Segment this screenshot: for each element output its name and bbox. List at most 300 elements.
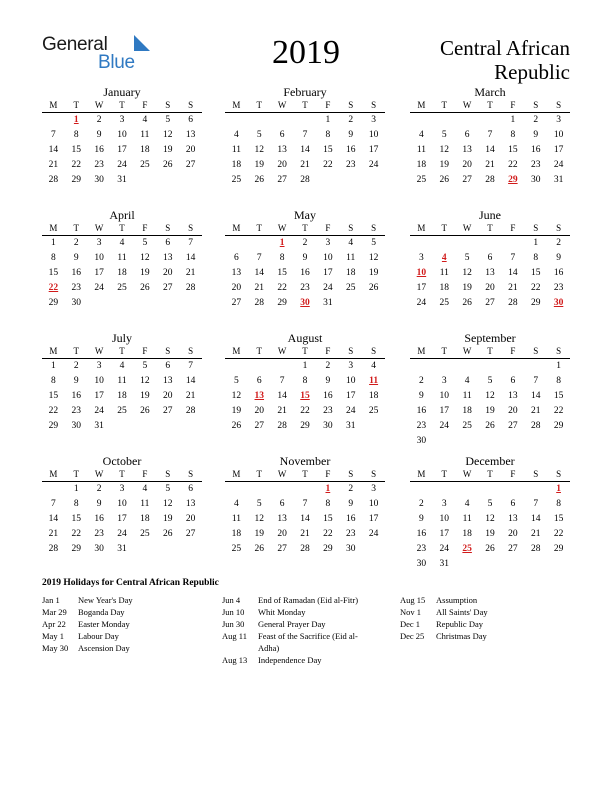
day-cell: 29 — [48, 421, 59, 431]
weekday-header — [225, 345, 385, 359]
day-cell: 7 — [279, 376, 285, 386]
month-march — [410, 85, 570, 188]
day-cell: 25 — [117, 283, 127, 293]
empty-day-cell — [362, 419, 385, 434]
holiday-entry — [222, 654, 372, 666]
day-cell: 25 — [140, 160, 150, 170]
day-cell: 9 — [73, 253, 79, 263]
day-cell: 7 — [188, 238, 193, 248]
weekday-label: W — [94, 100, 104, 110]
day-cell: 23 — [94, 529, 104, 539]
week-row — [225, 296, 385, 311]
weekday-label: F — [510, 346, 516, 356]
holiday-name: All Saints' Day — [436, 607, 488, 617]
holiday-date: May 1 — [42, 631, 64, 641]
day-cell: 14 — [48, 514, 59, 524]
week-row — [225, 359, 385, 374]
month-july — [42, 331, 202, 434]
day-cell: 16 — [94, 514, 104, 524]
empty-day-cell — [410, 236, 433, 251]
day-cell: 31 — [553, 175, 564, 185]
day-cell: 29 — [553, 421, 564, 431]
day-cell: 23 — [416, 421, 427, 431]
empty-day-cell — [456, 557, 479, 572]
day-cell: 27 — [508, 421, 518, 431]
weekday-label: T — [256, 223, 263, 233]
day-cell: 19 — [140, 391, 150, 401]
day-cell: 27 — [185, 529, 196, 539]
week-row — [42, 128, 202, 143]
logo-word-general: General — [42, 34, 108, 55]
empty-day-cell — [433, 113, 456, 128]
day-cell: 11 — [416, 145, 426, 155]
day-cell: 6 — [464, 130, 470, 140]
empty-day-cell — [271, 359, 294, 374]
week-row — [410, 113, 570, 128]
weekday-label: T — [73, 223, 80, 233]
day-cell: 18 — [231, 529, 242, 539]
weekday-label: F — [325, 100, 331, 110]
weekday-label: T — [302, 346, 308, 356]
weekday-label: T — [256, 346, 263, 356]
holiday-name: Whit Monday — [258, 607, 306, 617]
day-cell: 10 — [439, 514, 450, 524]
day-cell: 14 — [530, 391, 541, 401]
holiday-date: Mar 29 — [42, 607, 67, 617]
month-november — [225, 454, 385, 557]
day-cell: 25 — [462, 421, 472, 431]
day-cell: 1 — [73, 484, 79, 494]
day-cell: 27 — [277, 544, 287, 554]
weekday-label: S — [188, 346, 194, 356]
day-cell: 29 — [323, 544, 333, 554]
empty-day-cell — [479, 359, 502, 374]
day-cell: 15 — [530, 268, 541, 278]
day-cell: 6 — [188, 484, 193, 494]
holiday-entry — [42, 618, 212, 630]
day-cell: 27 — [462, 175, 472, 185]
weekday-label: S — [371, 223, 377, 233]
empty-day-cell — [225, 236, 248, 251]
weekday-header — [42, 468, 202, 482]
day-cell: 19 — [485, 406, 495, 416]
day-cell: 24 — [117, 529, 127, 539]
day-cell: 21 — [48, 529, 59, 539]
day-cell: 9 — [556, 253, 561, 263]
weekday-label: M — [49, 100, 58, 110]
day-cell: 28 — [277, 421, 287, 431]
day-cell: 20 — [162, 268, 173, 278]
empty-day-cell — [433, 236, 456, 251]
holiday-name: Independence Day — [258, 655, 322, 665]
country-name-line2: Republic — [494, 60, 570, 84]
day-cell: 30 — [530, 175, 541, 185]
day-cell: 23 — [345, 529, 356, 539]
day-cell: 14 — [485, 145, 495, 155]
week-row — [42, 497, 202, 512]
month-title: October — [102, 454, 142, 468]
empty-day-cell — [456, 482, 479, 497]
day-cell: 29 — [71, 175, 82, 185]
day-cell: 19 — [231, 406, 242, 416]
holiday-name: New Year's Day — [78, 595, 133, 605]
day-cell: 13 — [185, 130, 196, 140]
weekday-label: S — [348, 223, 354, 233]
day-cell: 27 — [185, 160, 196, 170]
holiday-entry — [400, 618, 570, 630]
week-row — [410, 296, 570, 311]
weekday-label: F — [142, 346, 148, 356]
weekday-label: F — [142, 469, 148, 479]
day-cell: 10 — [94, 253, 104, 263]
day-cell: 25 — [231, 175, 242, 185]
day-cell: 23 — [71, 283, 82, 293]
empty-day-cell — [501, 482, 524, 497]
holiday-name: Assumption — [436, 595, 478, 605]
holiday-entry — [42, 594, 212, 606]
weekday-label: S — [371, 469, 377, 479]
day-cell: 7 — [533, 376, 539, 386]
day-cell: 13 — [185, 499, 196, 509]
day-cell: 20 — [162, 391, 173, 401]
day-cell: 14 — [300, 514, 310, 524]
day-cell: 8 — [73, 130, 79, 140]
empty-day-cell — [248, 482, 271, 497]
empty-day-cell — [88, 296, 111, 311]
empty-day-cell — [156, 296, 179, 311]
weekday-label: T — [256, 469, 263, 479]
week-row — [42, 281, 202, 296]
day-cell: 31 — [345, 421, 356, 431]
day-cell: 9 — [533, 130, 539, 140]
day-cell: 5 — [371, 238, 376, 248]
day-cell: 8 — [556, 376, 561, 386]
weekday-label: S — [348, 100, 354, 110]
holiday-name: Christmas Day — [436, 631, 487, 641]
day-cell: 1 — [51, 238, 56, 248]
day-cell: 4 — [119, 238, 125, 248]
day-cell: 26 — [162, 160, 173, 170]
day-cell: 21 — [277, 406, 287, 416]
weekday-label: S — [188, 223, 194, 233]
week-row — [42, 113, 202, 128]
day-cell: 15 — [323, 514, 333, 524]
holiday-name: End of Ramadan (Eid al-Fitr) — [258, 595, 359, 605]
day-cell: 12 — [254, 145, 265, 155]
day-cell: 20 — [462, 160, 472, 170]
day-cell: 10 — [368, 499, 379, 509]
day-cell: 19 — [368, 268, 379, 278]
empty-day-cell — [133, 419, 156, 434]
day-cell: 20 — [508, 529, 518, 539]
weekday-label: M — [417, 100, 426, 110]
day-cell: 16 — [323, 391, 333, 401]
holiday-date: Dec 25 — [400, 631, 425, 641]
day-cell: 28 — [485, 175, 495, 185]
day-cell: 16 — [553, 268, 564, 278]
day-cell: 3 — [556, 115, 561, 125]
day-cell: 14 — [508, 268, 518, 278]
holiday-day-cell: 30 — [300, 298, 310, 308]
empty-day-cell — [501, 236, 524, 251]
day-cell: 28 — [300, 544, 310, 554]
day-cell: 16 — [94, 145, 104, 155]
day-cell: 30 — [94, 544, 104, 554]
day-cell: 11 — [231, 514, 241, 524]
day-cell: 11 — [140, 130, 150, 140]
day-cell: 20 — [231, 283, 242, 293]
empty-day-cell — [248, 359, 271, 374]
day-cell: 28 — [185, 406, 196, 416]
day-cell: 13 — [277, 145, 287, 155]
day-cell: 12 — [485, 391, 495, 401]
month-april — [42, 208, 202, 311]
day-cell: 12 — [140, 376, 150, 386]
day-cell: 15 — [277, 268, 287, 278]
month-october — [42, 454, 202, 557]
day-cell: 9 — [302, 253, 308, 263]
month-title: July — [111, 331, 132, 345]
day-cell: 1 — [510, 115, 516, 125]
day-cell: 7 — [533, 499, 539, 509]
week-row — [410, 128, 570, 143]
weekday-header — [225, 99, 385, 113]
day-cell: 18 — [117, 391, 127, 401]
weekday-label: S — [371, 346, 377, 356]
day-cell: 2 — [419, 499, 424, 509]
day-cell: 13 — [162, 376, 173, 386]
week-row — [410, 281, 570, 296]
weekday-label: M — [49, 346, 58, 356]
week-row — [42, 359, 202, 374]
day-cell: 19 — [254, 529, 265, 539]
day-cell: 26 — [140, 406, 150, 416]
day-cell: 8 — [279, 253, 285, 263]
day-cell: 27 — [162, 406, 173, 416]
day-cell: 26 — [462, 298, 472, 308]
week-row — [225, 482, 385, 497]
day-cell: 3 — [441, 376, 447, 386]
week-row — [410, 482, 570, 497]
week-row — [225, 281, 385, 296]
day-cell: 18 — [416, 160, 427, 170]
empty-day-cell — [316, 173, 339, 188]
weekday-label: T — [487, 469, 493, 479]
weekday-label: S — [371, 100, 377, 110]
week-row — [410, 374, 570, 389]
week-row — [410, 512, 570, 527]
empty-day-cell — [362, 296, 385, 311]
week-row — [410, 419, 570, 434]
day-cell: 20 — [277, 160, 287, 170]
day-cell: 3 — [119, 115, 125, 125]
week-row — [225, 158, 385, 173]
day-cell: 30 — [323, 421, 333, 431]
day-cell: 7 — [188, 361, 193, 371]
week-row — [410, 404, 570, 419]
holiday-day-cell: 1 — [73, 115, 79, 125]
day-cell: 25 — [439, 298, 450, 308]
empty-day-cell — [156, 542, 179, 557]
weekday-label: S — [165, 346, 171, 356]
day-cell: 25 — [117, 406, 127, 416]
day-cell: 31 — [323, 298, 333, 308]
day-cell: 24 — [439, 544, 450, 554]
weekday-label: T — [487, 223, 493, 233]
day-cell: 2 — [533, 115, 539, 125]
day-cell: 4 — [142, 484, 148, 494]
holiday-column — [400, 594, 570, 642]
week-row — [410, 359, 570, 374]
holiday-date: Aug 11 — [222, 631, 247, 641]
weekday-label: W — [462, 469, 472, 479]
empty-day-cell — [179, 296, 202, 311]
day-cell: 8 — [510, 130, 516, 140]
day-cell: 7 — [510, 253, 516, 263]
country-name-line1: Central African — [439, 36, 570, 60]
day-cell: 11 — [439, 268, 449, 278]
day-cell: 24 — [94, 283, 104, 293]
day-cell: 19 — [462, 283, 472, 293]
week-row — [42, 143, 202, 158]
holiday-day-cell: 1 — [325, 484, 331, 494]
weekday-label: S — [188, 100, 194, 110]
week-row — [410, 497, 570, 512]
day-cell: 26 — [254, 544, 265, 554]
empty-day-cell — [156, 173, 179, 188]
week-row — [225, 512, 385, 527]
day-cell: 25 — [345, 283, 356, 293]
day-cell: 9 — [348, 130, 354, 140]
day-cell: 7 — [487, 130, 493, 140]
empty-day-cell — [456, 113, 479, 128]
weekday-label: S — [533, 469, 539, 479]
day-cell: 17 — [323, 268, 333, 278]
empty-day-cell — [524, 434, 547, 449]
weekday-label: W — [277, 469, 287, 479]
day-cell: 6 — [188, 115, 193, 125]
day-cell: 21 — [185, 391, 196, 401]
day-cell: 19 — [485, 529, 495, 539]
weekday-label: S — [348, 346, 354, 356]
holiday-column — [42, 594, 212, 654]
day-cell: 22 — [553, 406, 564, 416]
weekday-label: T — [441, 346, 448, 356]
holiday-entry — [42, 606, 212, 618]
day-cell: 31 — [117, 175, 127, 185]
day-cell: 19 — [162, 514, 173, 524]
weekday-label: M — [232, 469, 241, 479]
holiday-name: Easter Monday — [78, 619, 130, 629]
day-cell: 6 — [279, 130, 285, 140]
day-cell: 30 — [345, 544, 356, 554]
weekday-label: T — [256, 100, 263, 110]
weekday-label: T — [441, 100, 448, 110]
day-cell: 28 — [300, 175, 310, 185]
day-cell: 22 — [277, 283, 287, 293]
weekday-label: F — [325, 346, 331, 356]
day-cell: 3 — [119, 484, 125, 494]
day-cell: 17 — [117, 145, 127, 155]
day-cell: 3 — [371, 484, 376, 494]
day-cell: 29 — [530, 298, 541, 308]
day-cell: 22 — [323, 529, 333, 539]
empty-day-cell — [433, 359, 456, 374]
holiday-entry — [42, 630, 212, 642]
day-cell: 4 — [234, 499, 239, 509]
day-cell: 11 — [346, 253, 356, 263]
day-cell: 10 — [368, 130, 379, 140]
weekday-label: W — [277, 223, 287, 233]
week-row — [225, 143, 385, 158]
empty-day-cell — [271, 482, 294, 497]
holiday-entry — [222, 630, 372, 654]
day-cell: 8 — [51, 253, 56, 263]
day-cell: 24 — [368, 160, 379, 170]
empty-day-cell — [410, 482, 433, 497]
day-cell: 4 — [464, 376, 470, 386]
day-cell: 30 — [71, 298, 82, 308]
day-cell: 22 — [300, 406, 310, 416]
day-cell: 1 — [302, 361, 308, 371]
day-cell: 8 — [73, 499, 79, 509]
holiday-day-cell: 1 — [279, 238, 285, 248]
day-cell: 28 — [48, 175, 59, 185]
day-cell: 22 — [323, 160, 333, 170]
day-cell: 3 — [325, 238, 331, 248]
empty-day-cell — [433, 434, 456, 449]
day-cell: 26 — [485, 421, 495, 431]
day-cell: 27 — [277, 175, 287, 185]
empty-day-cell — [547, 557, 570, 572]
holiday-date: Aug 15 — [400, 595, 426, 605]
weekday-label: T — [487, 100, 493, 110]
empty-day-cell — [524, 359, 547, 374]
day-cell: 25 — [416, 175, 427, 185]
empty-day-cell — [111, 296, 134, 311]
day-cell: 22 — [508, 160, 518, 170]
day-cell: 8 — [51, 376, 56, 386]
month-title: November — [279, 454, 331, 468]
holiday-date: Dec 1 — [400, 619, 421, 629]
holiday-date: Jun 30 — [222, 619, 245, 629]
holiday-day-cell: 11 — [369, 376, 379, 386]
day-cell: 1 — [325, 115, 331, 125]
holiday-date: Apr 22 — [42, 619, 66, 629]
month-title: June — [479, 208, 501, 222]
weekday-label: T — [119, 346, 125, 356]
empty-day-cell — [248, 236, 271, 251]
day-cell: 5 — [487, 499, 493, 509]
week-row — [410, 236, 570, 251]
holiday-day-cell: 29 — [508, 175, 518, 185]
day-cell: 21 — [254, 283, 265, 293]
day-cell: 14 — [277, 391, 287, 401]
day-cell: 3 — [419, 253, 424, 263]
day-cell: 18 — [462, 529, 472, 539]
day-cell: 20 — [185, 514, 196, 524]
day-cell: 1 — [556, 361, 561, 371]
holiday-entry — [400, 606, 570, 618]
day-cell: 10 — [439, 391, 450, 401]
empty-day-cell — [479, 482, 502, 497]
day-cell: 23 — [323, 406, 333, 416]
day-cell: 26 — [162, 529, 173, 539]
week-row — [225, 236, 385, 251]
weekday-label: T — [73, 346, 80, 356]
empty-day-cell — [156, 419, 179, 434]
day-cell: 11 — [231, 145, 241, 155]
